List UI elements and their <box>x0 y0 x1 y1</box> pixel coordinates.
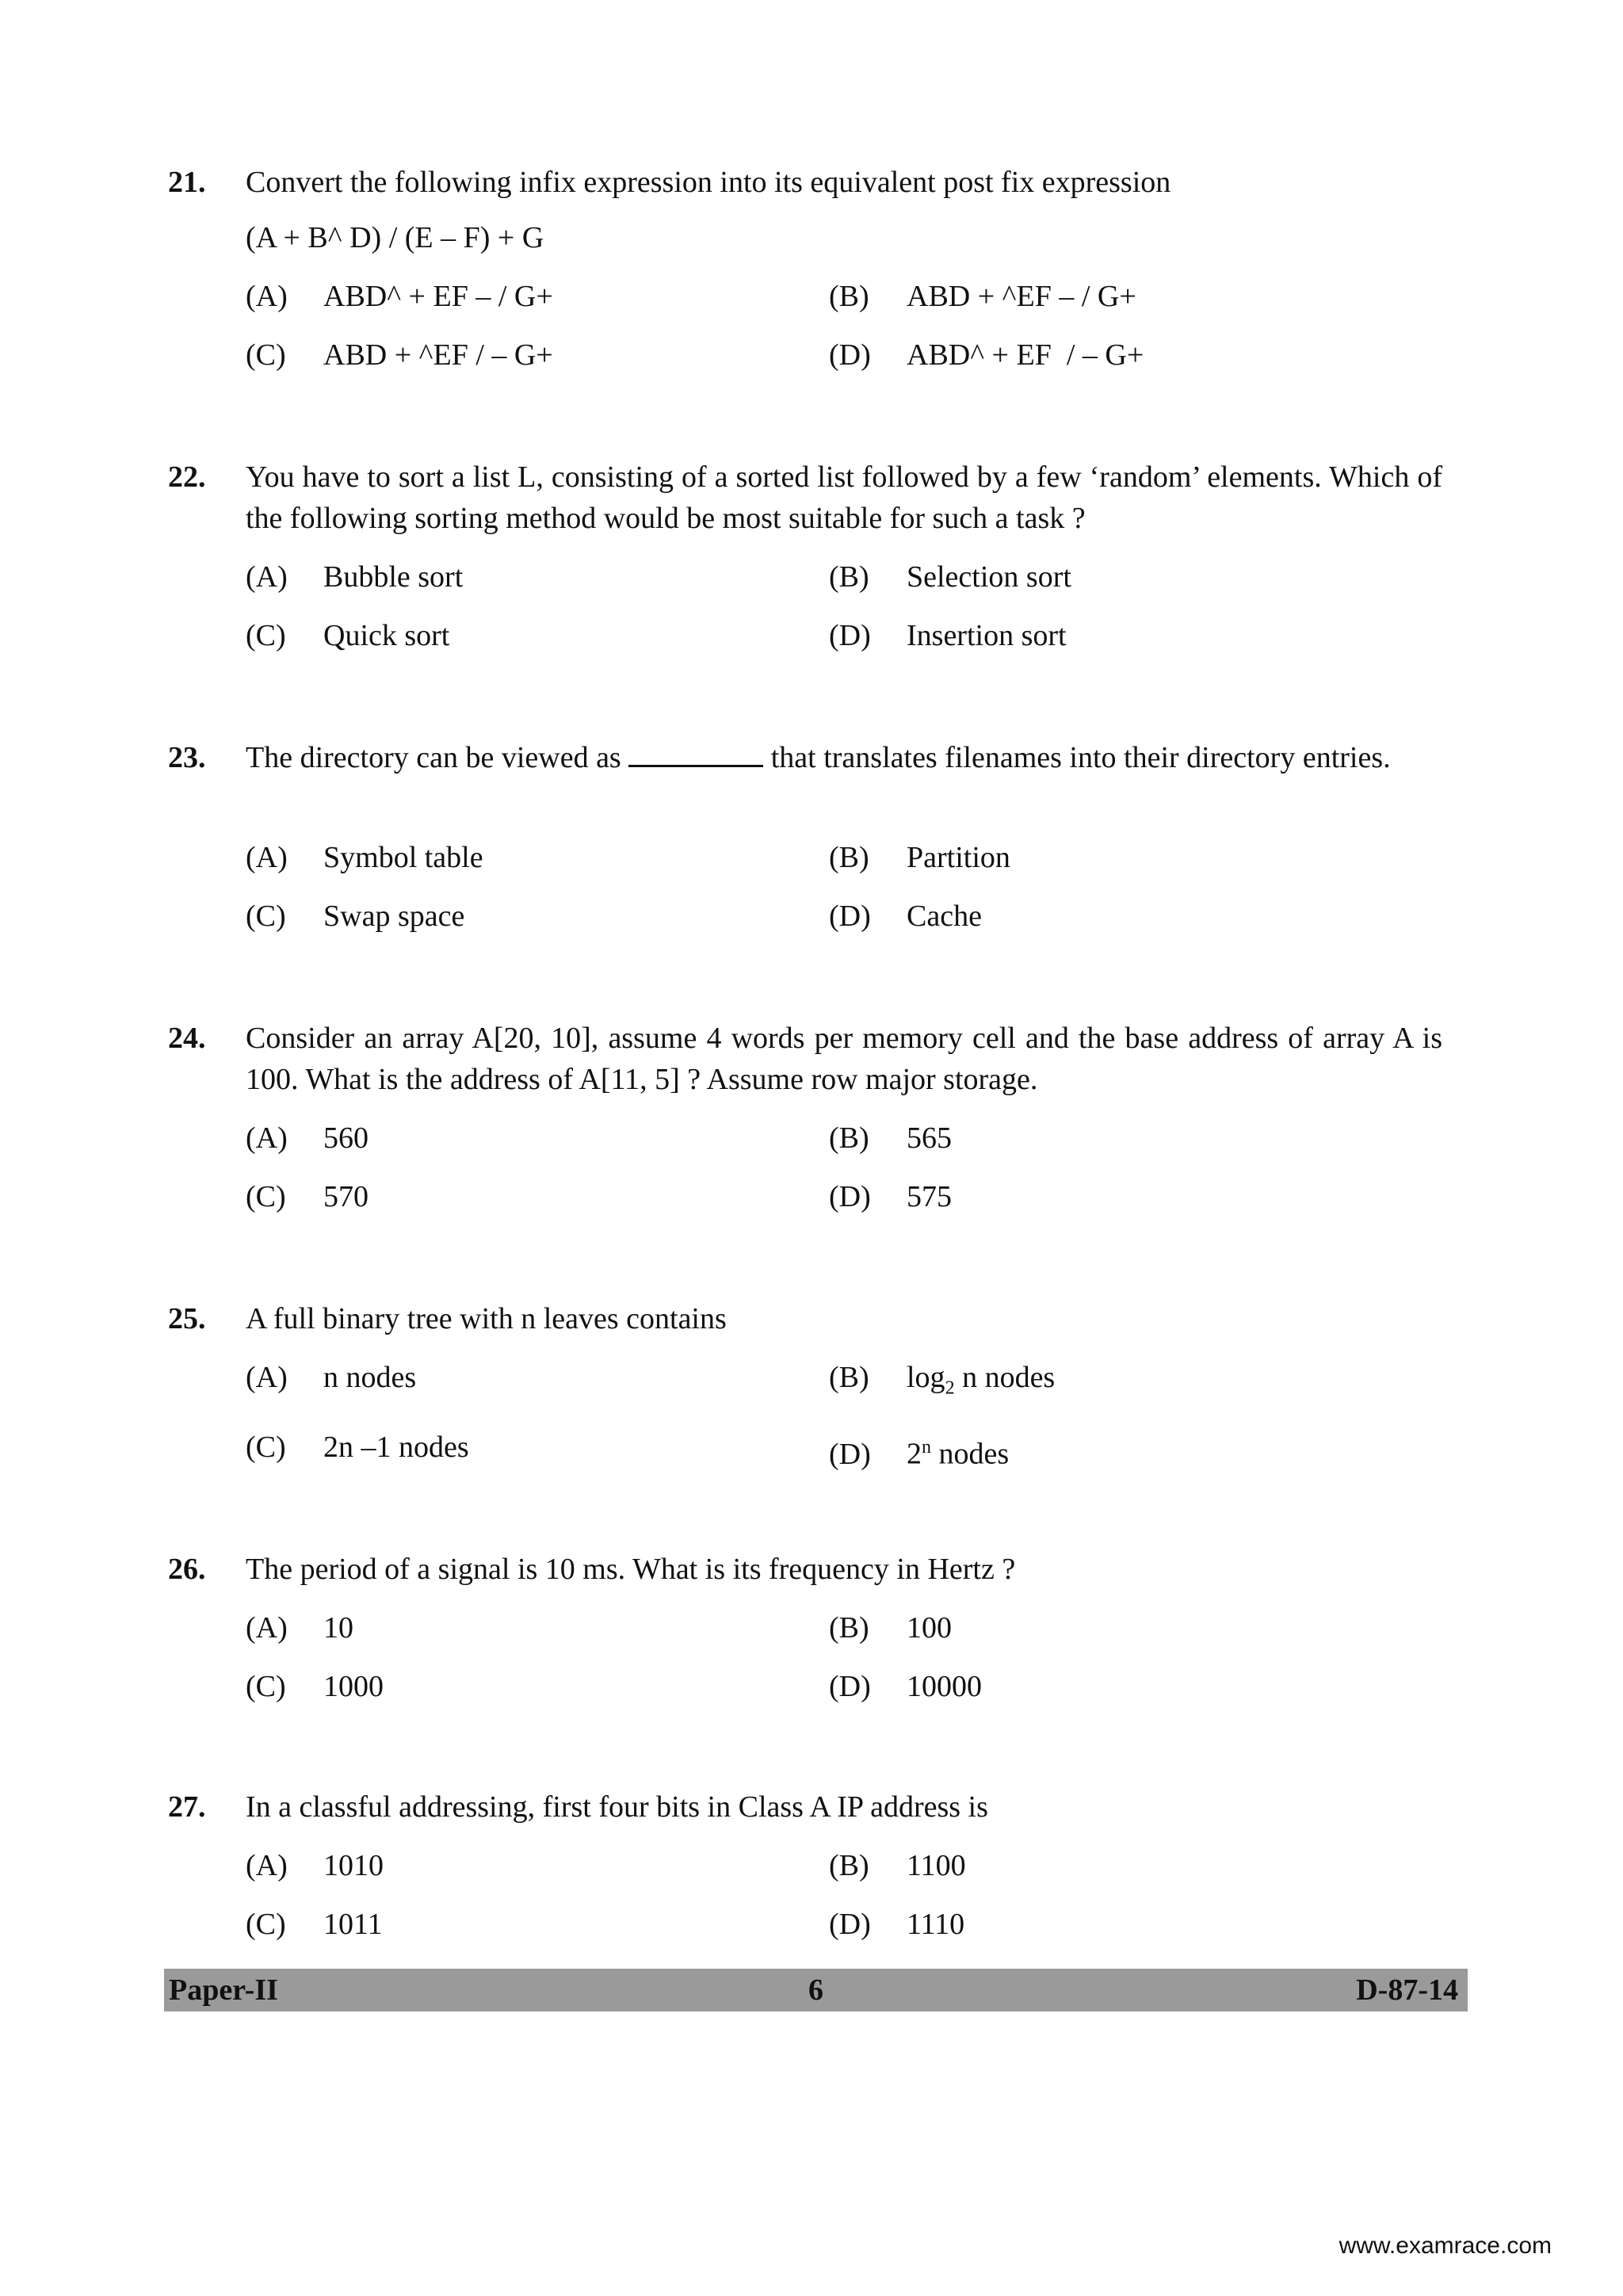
option-d: (D) Cache <box>829 900 982 933</box>
option-b: (B) 1100 <box>829 1849 966 1882</box>
option-a: (A) 10 <box>246 1611 353 1645</box>
option-a: (A) Symbol table <box>246 841 483 874</box>
option-b: (B) Selection sort <box>829 560 1071 594</box>
question-number: 22. <box>168 460 206 494</box>
question-text: A full binary tree with n leaves contains <box>246 1302 727 1335</box>
option-b: (B) 565 <box>829 1121 952 1155</box>
option-a: (A) n nodes <box>246 1361 417 1394</box>
option-b: (B) ABD + ^EF – / G+ <box>829 280 1136 313</box>
page-number: 6 <box>808 1973 823 2007</box>
option-c: (C) Swap space <box>246 900 465 933</box>
option-c: (C) 570 <box>246 1180 369 1213</box>
option-d: (D) Insertion sort <box>829 619 1067 652</box>
question-text: In a classful addressing, first four bits in Class A IP address is <box>246 1790 988 1824</box>
option-c: (C) 1011 <box>246 1908 383 1941</box>
option-b: (B) Partition <box>829 841 1010 874</box>
question-text: You have to sort a list L, consisting of a sorted list followed by a few ‘random’ elements. Which of the following sorting method would be most suitable for such a task ? <box>246 460 1442 535</box>
option-c: (C) Quick sort <box>246 619 450 652</box>
question-text: The period of a signal is 10 ms. What is its frequency in Hertz ? <box>246 1553 1016 1586</box>
question-number: 26. <box>168 1553 206 1586</box>
option-a: (A) ABD^ + EF – / G+ <box>246 280 553 313</box>
question-number: 25. <box>168 1302 206 1335</box>
question-text: Convert the following infix expression into its equivalent post fix expression <box>246 166 1171 199</box>
option-d: (D) 2$^n$ nodes <box>829 1437 1010 1471</box>
option-d: (D) ABD^ + EF / – G+ <box>829 338 1144 372</box>
paper-label: Paper-II <box>169 1973 278 2007</box>
question-text: The directory can be viewed as that translates filenames into their directory entries. <box>246 741 1391 774</box>
question-number: 23. <box>168 741 206 774</box>
answer-blank <box>628 741 763 767</box>
option-d: (D) 575 <box>829 1180 952 1213</box>
website-url: www.examrace.com <box>1338 2233 1552 2259</box>
page-footer <box>164 1969 1468 2011</box>
option-d: (D) 1110 <box>829 1908 965 1941</box>
option-b: (B) 100 <box>829 1611 952 1645</box>
question-number: 24. <box>168 1022 206 1055</box>
question-number: 27. <box>168 1790 206 1824</box>
question-expression: (A + B^ D) / (E – F) + G <box>246 221 544 254</box>
option-c: (C) ABD + ^EF / – G+ <box>246 338 553 372</box>
option-c: (C) 1000 <box>246 1670 384 1703</box>
paper-code: D-87-14 <box>1356 1973 1458 2007</box>
option-a: (A) 560 <box>246 1121 369 1155</box>
option-a: (A) Bubble sort <box>246 560 464 594</box>
option-a: (A) 1010 <box>246 1849 384 1882</box>
option-b: (B) $\log_2 n$ nodes <box>829 1361 1056 1399</box>
option-d: (D) 10000 <box>829 1670 982 1703</box>
question-text: Consider an array A[20, 10], assume 4 words per memory cell and the base address of array A is 100. What is the address of A[11, 5] ? Assume row major storage. <box>246 1022 1442 1096</box>
question-number: 21. <box>168 166 206 199</box>
option-c: (C) 2n –1 nodes <box>246 1431 469 1464</box>
